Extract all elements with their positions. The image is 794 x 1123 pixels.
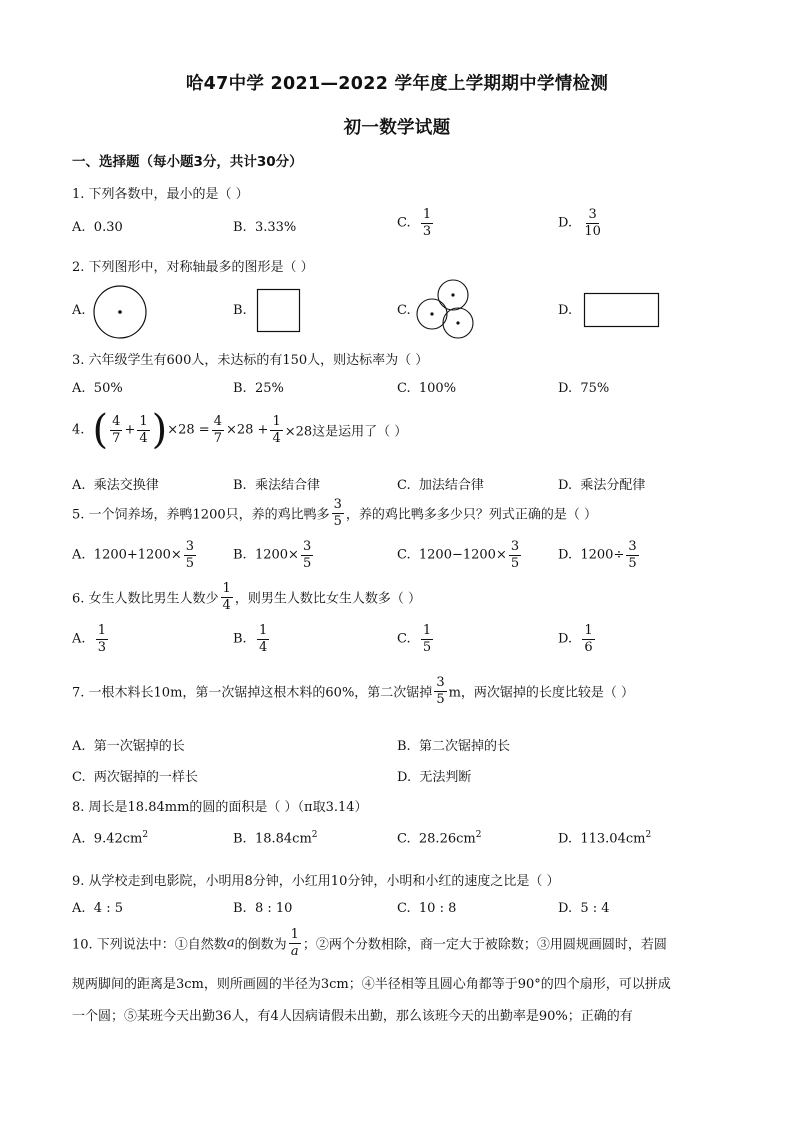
- question-5-stem: 5. 一个饲养场，养鸭1200只，养的鸡比鸭多 $\frac{3}{5}$ ，养的鸡比鸭多多少只？列式正确的是（ ）: [72, 497, 598, 529]
- option-value: 10 : 8: [418, 901, 457, 916]
- question-4-stem: 4. ( $\frac{4}{7}$ + $\frac{1}{4}$ )×28 = $\frac{4}{7}$ ×28 + $\frac{1}{4}$ ×28这是运用了（ ）: [72, 407, 408, 453]
- q6-option-a[interactable]: A. $\frac{1}{3}$: [72, 623, 107, 655]
- fraction: $\frac{1}{3}$: [422, 207, 432, 239]
- option-label: B.: [233, 220, 247, 235]
- q8-option-d[interactable]: D. $113.04cm^2$: [558, 830, 652, 847]
- q9-option-d[interactable]: [558, 901, 610, 916]
- option-value: 第一次锯掉的长: [93, 739, 185, 754]
- q9-option-c[interactable]: [397, 901, 456, 916]
- option-label: A.: [72, 901, 86, 916]
- option-value: 3.33%: [254, 220, 297, 235]
- option-label: A.: [72, 739, 86, 754]
- q3-option-d[interactable]: [558, 381, 609, 396]
- option-label: B.: [397, 739, 411, 754]
- option-value: 5 : 4: [580, 901, 610, 916]
- option-label: C.: [397, 901, 411, 916]
- q6-option-b[interactable]: B. $\frac{1}{4}$: [233, 623, 268, 655]
- option-value: 100%: [418, 381, 457, 396]
- option-label: A.: [72, 381, 86, 396]
- option-value: 4 : 5: [93, 901, 123, 916]
- fraction: $\frac{3}{10}$: [584, 207, 601, 239]
- question-6-stem: 6. 女生人数比男生人数少 $\frac{1}{4}$ ，则男生人数比女生人数多（ ）: [72, 581, 421, 613]
- option-label: C.: [397, 478, 411, 493]
- q3-option-a[interactable]: [72, 381, 123, 396]
- q9-option-b[interactable]: [233, 901, 292, 916]
- option-label: D.: [558, 215, 573, 231]
- question-9-stem: 9. 从学校走到电影院，小明用8分钟，小红用10分钟，小明和小红的速度之比是（ ）: [72, 874, 560, 889]
- option-label: A.: [72, 220, 86, 235]
- three-circles-figure: [412, 278, 478, 342]
- question-10-line-3: 一个圆；⑤某班今天出勤36人，有4人因病请假未出勤，那么该班今天的出勤率是90%；正确的有: [72, 1009, 633, 1024]
- q9-option-a[interactable]: [72, 901, 123, 916]
- question-10-line-1: 10. 下列说法中：①自然数a的倒数为 $\frac{1}{a}$ ；②两个分数相除，商一定大于被除数；③用圆规画圆时，若圆: [72, 927, 667, 959]
- question-1-stem: 1. 下列各数中，最小的是（ ）: [72, 187, 249, 202]
- option-value: 25%: [254, 381, 284, 396]
- option-value: 乘法分配律: [580, 478, 646, 493]
- option-value: 75%: [580, 381, 610, 396]
- q7-option-a[interactable]: [72, 735, 185, 754]
- option-value: 0.30: [93, 220, 123, 235]
- option-label: D.: [558, 901, 573, 916]
- q4-option-d[interactable]: [558, 474, 645, 493]
- q4-option-a[interactable]: [72, 474, 159, 493]
- section-heading: 一、选择题（每小题3分，共计30分）: [72, 154, 303, 170]
- square-figure: [256, 288, 302, 334]
- option-label: D.: [558, 381, 573, 396]
- option-label: D.: [558, 478, 573, 493]
- q2-option-b-label[interactable]: B.: [233, 303, 247, 318]
- option-value: 无法判断: [419, 770, 472, 785]
- q7-option-b[interactable]: [397, 735, 510, 754]
- option-label: C.: [397, 215, 411, 231]
- option-value: 乘法结合律: [254, 478, 320, 493]
- q7-option-c[interactable]: [72, 766, 198, 785]
- q2-option-c-label[interactable]: C.: [397, 303, 411, 318]
- q1-option-a[interactable]: [72, 220, 123, 235]
- q1-option-d[interactable]: [558, 208, 605, 238]
- option-value: 50%: [93, 381, 123, 396]
- rectangle-figure: [583, 292, 661, 330]
- q2-option-d-label[interactable]: D.: [558, 303, 573, 318]
- option-value: 两次锯掉的一样长: [93, 770, 198, 785]
- q6-option-d[interactable]: D. $\frac{1}{6}$: [558, 623, 593, 655]
- q4-option-c[interactable]: [397, 474, 484, 493]
- q7-option-d[interactable]: [397, 766, 471, 785]
- option-label: A.: [72, 478, 86, 493]
- q2-option-a-label[interactable]: A.: [72, 303, 86, 318]
- q3-option-b[interactable]: [233, 381, 284, 396]
- question-3-stem: 3. 六年级学生有600人，未达标的有150人，则达标率为（ ）: [72, 353, 429, 368]
- page-title: 哈47中学 2021—2022 学年度上学期期中学情检测: [185, 74, 609, 94]
- question-7-stem: 7. 一根木料长10m，第一次锯掉这根木料的60%，第二次锯掉 $\frac{3}{5}$ m，两次锯掉的长度比较是（ ）: [72, 675, 635, 707]
- q4-option-b[interactable]: [233, 474, 320, 493]
- q1-option-c[interactable]: [397, 208, 435, 238]
- page-subtitle: 初一数学试题: [343, 118, 451, 138]
- option-label: B.: [233, 381, 247, 396]
- option-value: 乘法交换律: [93, 478, 159, 493]
- q8-option-a[interactable]: A. $9.42cm^2$: [72, 830, 149, 847]
- option-value: 加法结合律: [418, 478, 484, 493]
- option-label: C.: [397, 381, 411, 396]
- option-label: D.: [397, 770, 412, 785]
- q5-option-b[interactable]: B. 1200× $\frac{3}{5}$: [233, 539, 312, 571]
- q6-option-c[interactable]: C. $\frac{1}{5}$: [397, 623, 432, 655]
- option-label: B.: [233, 901, 247, 916]
- q3-option-c[interactable]: [397, 381, 456, 396]
- option-value: 8 : 10: [254, 901, 293, 916]
- option-label: B.: [233, 478, 247, 493]
- option-value: 第二次锯掉的长: [418, 739, 510, 754]
- question-10-line-2: 规两脚间的距离是3cm，则所画圆的半径为3cm；④半径相等且圆心角都等于90°的四个扇形，可以拼成: [72, 977, 671, 992]
- q5-option-d[interactable]: D. 1200÷ $\frac{3}{5}$: [558, 539, 637, 571]
- circle-with-center-figure: [92, 284, 148, 340]
- question-2-stem: 2. 下列图形中，对称轴最多的图形是（ ）: [72, 260, 314, 275]
- q8-option-b[interactable]: B. $18.84cm^2$: [233, 830, 318, 847]
- q8-option-c[interactable]: C. $28.26cm^2$: [397, 830, 482, 847]
- q5-option-a[interactable]: A. 1200+1200× $\frac{3}{5}$: [72, 539, 195, 571]
- option-label: C.: [72, 770, 86, 785]
- q1-option-b[interactable]: [233, 220, 296, 235]
- question-8-stem: 8. 周长是18.84mm的圆的面积是（ ）（π取3.14）: [72, 800, 368, 815]
- q5-option-c[interactable]: C. 1200−1200× $\frac{3}{5}$: [397, 539, 520, 571]
